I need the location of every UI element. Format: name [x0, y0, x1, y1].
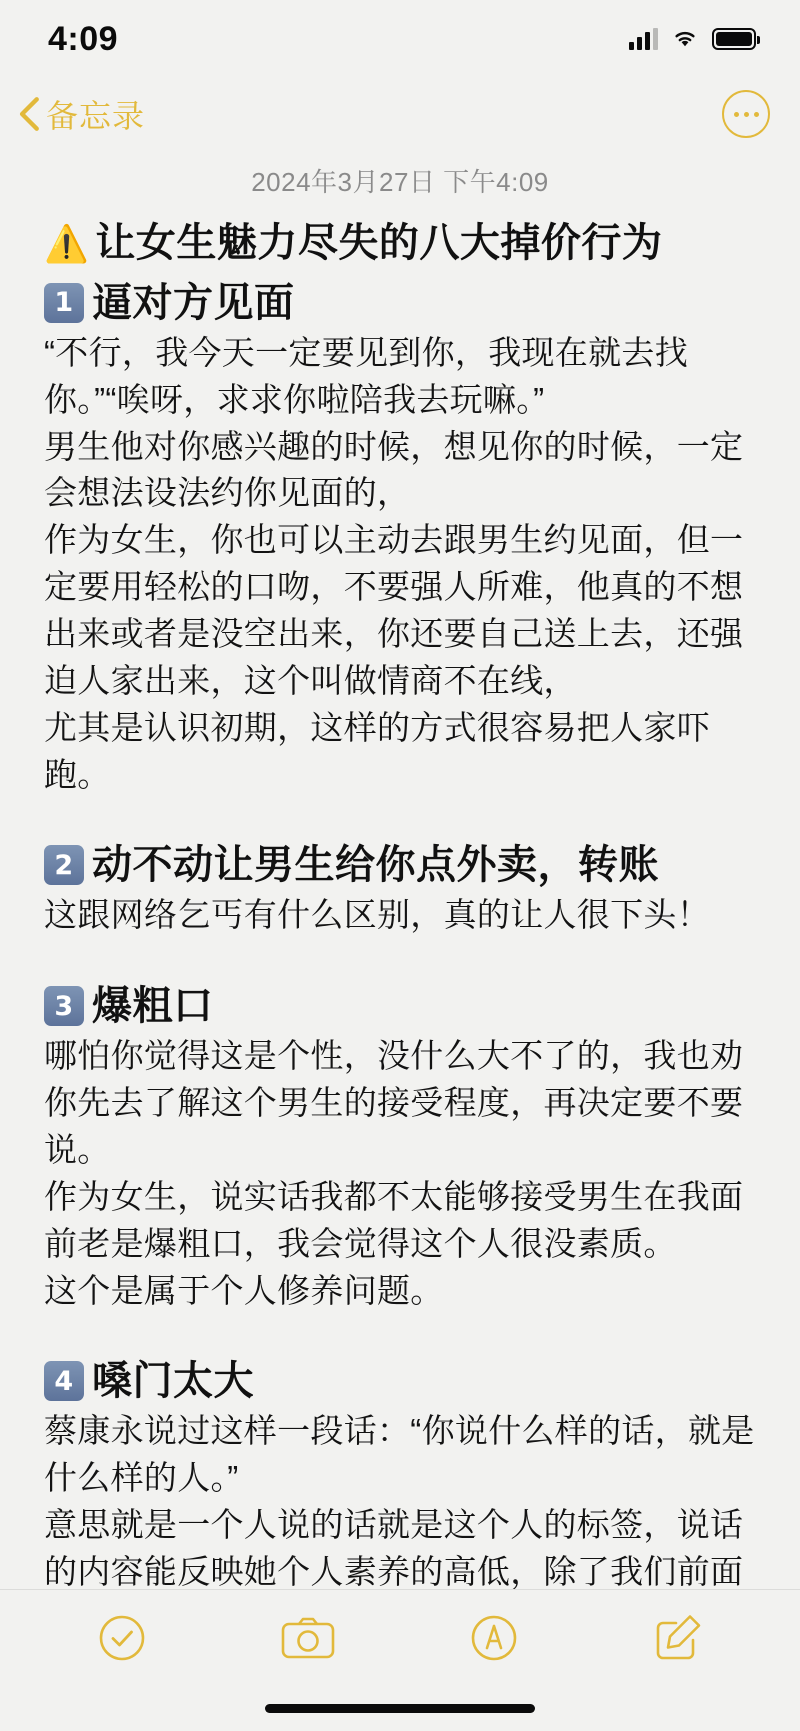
battery-full-icon: [712, 28, 756, 50]
warning-icon: ⚠️: [44, 223, 90, 264]
spacer: [44, 798, 756, 832]
section-number-badge: 2: [44, 845, 84, 885]
section-heading-text: 动不动让男生给你点外卖，转账: [92, 843, 659, 888]
spacer: [44, 939, 756, 973]
navigation-bar: [0, 78, 800, 150]
wifi-icon: [671, 28, 699, 50]
note-title: [44, 217, 756, 270]
section-number-badge: 3: [44, 986, 84, 1026]
section-number-badge: 4: [44, 1361, 84, 1401]
home-indicator-area: [0, 1685, 800, 1731]
section-heading-text: 逼对方见面: [92, 280, 295, 325]
section-paragraph: 作为女生，你也可以主动去跟男生约见面，但一定要用轻松的口吻，不要强人所难，他真的不想出来或者是没空出来，你还要自己送上去，还强迫人家出来，这个叫做情商不在线，: [44, 521, 744, 699]
checklist-icon[interactable]: [96, 1612, 148, 1664]
section-paragraph: 作为女生，说实话我都不太能够接受男生在我面前老是爆粗口，我会觉得这个人很没素质。: [44, 1177, 744, 1262]
section-heading: [44, 276, 756, 330]
section-paragraph: “不行，我今天一定要见到你，我现在就去找你。”“唉呀，求求你啦陪我去玩嘛。”: [44, 333, 688, 418]
section-heading: [44, 1354, 756, 1408]
markup-pen-icon[interactable]: [468, 1612, 520, 1664]
status-time: 4:09: [48, 19, 119, 58]
camera-icon[interactable]: [280, 1614, 336, 1662]
note-title-text: 让女生魅力尽失的八大掉价行为: [95, 221, 663, 265]
section-number-badge: 1: [44, 283, 84, 323]
section-paragraph: 蔡康永说过这样一段话：“你说什么样的话，就是什么样的人。”: [44, 1412, 755, 1497]
section-heading: [44, 979, 756, 1033]
status-bar: [0, 0, 800, 78]
section-heading-text: 爆粗口: [92, 984, 214, 1029]
section-paragraph: 男生他对你感兴趣的时候，想见你的时候，一定会想法设法约你见面的，: [44, 427, 744, 512]
back-button[interactable]: [18, 91, 145, 137]
chevron-left-icon: [18, 97, 40, 131]
back-button-label: 备忘录: [46, 98, 146, 134]
signal-bars-icon: [629, 28, 658, 50]
section-paragraph: 这个是属于个人修养问题。: [44, 1271, 444, 1309]
section-paragraph: 意思就是一个人说的话就是这个人的标签，说话的内容能反映她个人素养的高低，除了我们前面: [44, 1506, 744, 1589]
section-paragraph: 这跟网络乞丐有什么区别，真的让人很下头！: [44, 896, 710, 934]
section-heading: [44, 838, 756, 892]
note-content[interactable]: [0, 150, 800, 1589]
more-options-icon[interactable]: [722, 90, 770, 138]
note-timestamp: 2024年3月27日 下午4:09: [251, 167, 549, 197]
note-toolbar: [0, 1589, 800, 1685]
section-paragraph: 哪怕你觉得这是个性，没什么大不了的，我也劝你先去了解这个男生的接受程度，再决定要不要说。: [44, 1037, 744, 1168]
status-indicators: [629, 28, 756, 50]
section-heading-text: 嗓门太大: [92, 1359, 254, 1404]
home-indicator[interactable]: [265, 1704, 535, 1713]
spacer: [44, 1314, 756, 1348]
section-paragraph: 尤其是认识初期，这样的方式很容易把人家吓跑。: [44, 708, 710, 793]
compose-icon[interactable]: [652, 1612, 704, 1664]
